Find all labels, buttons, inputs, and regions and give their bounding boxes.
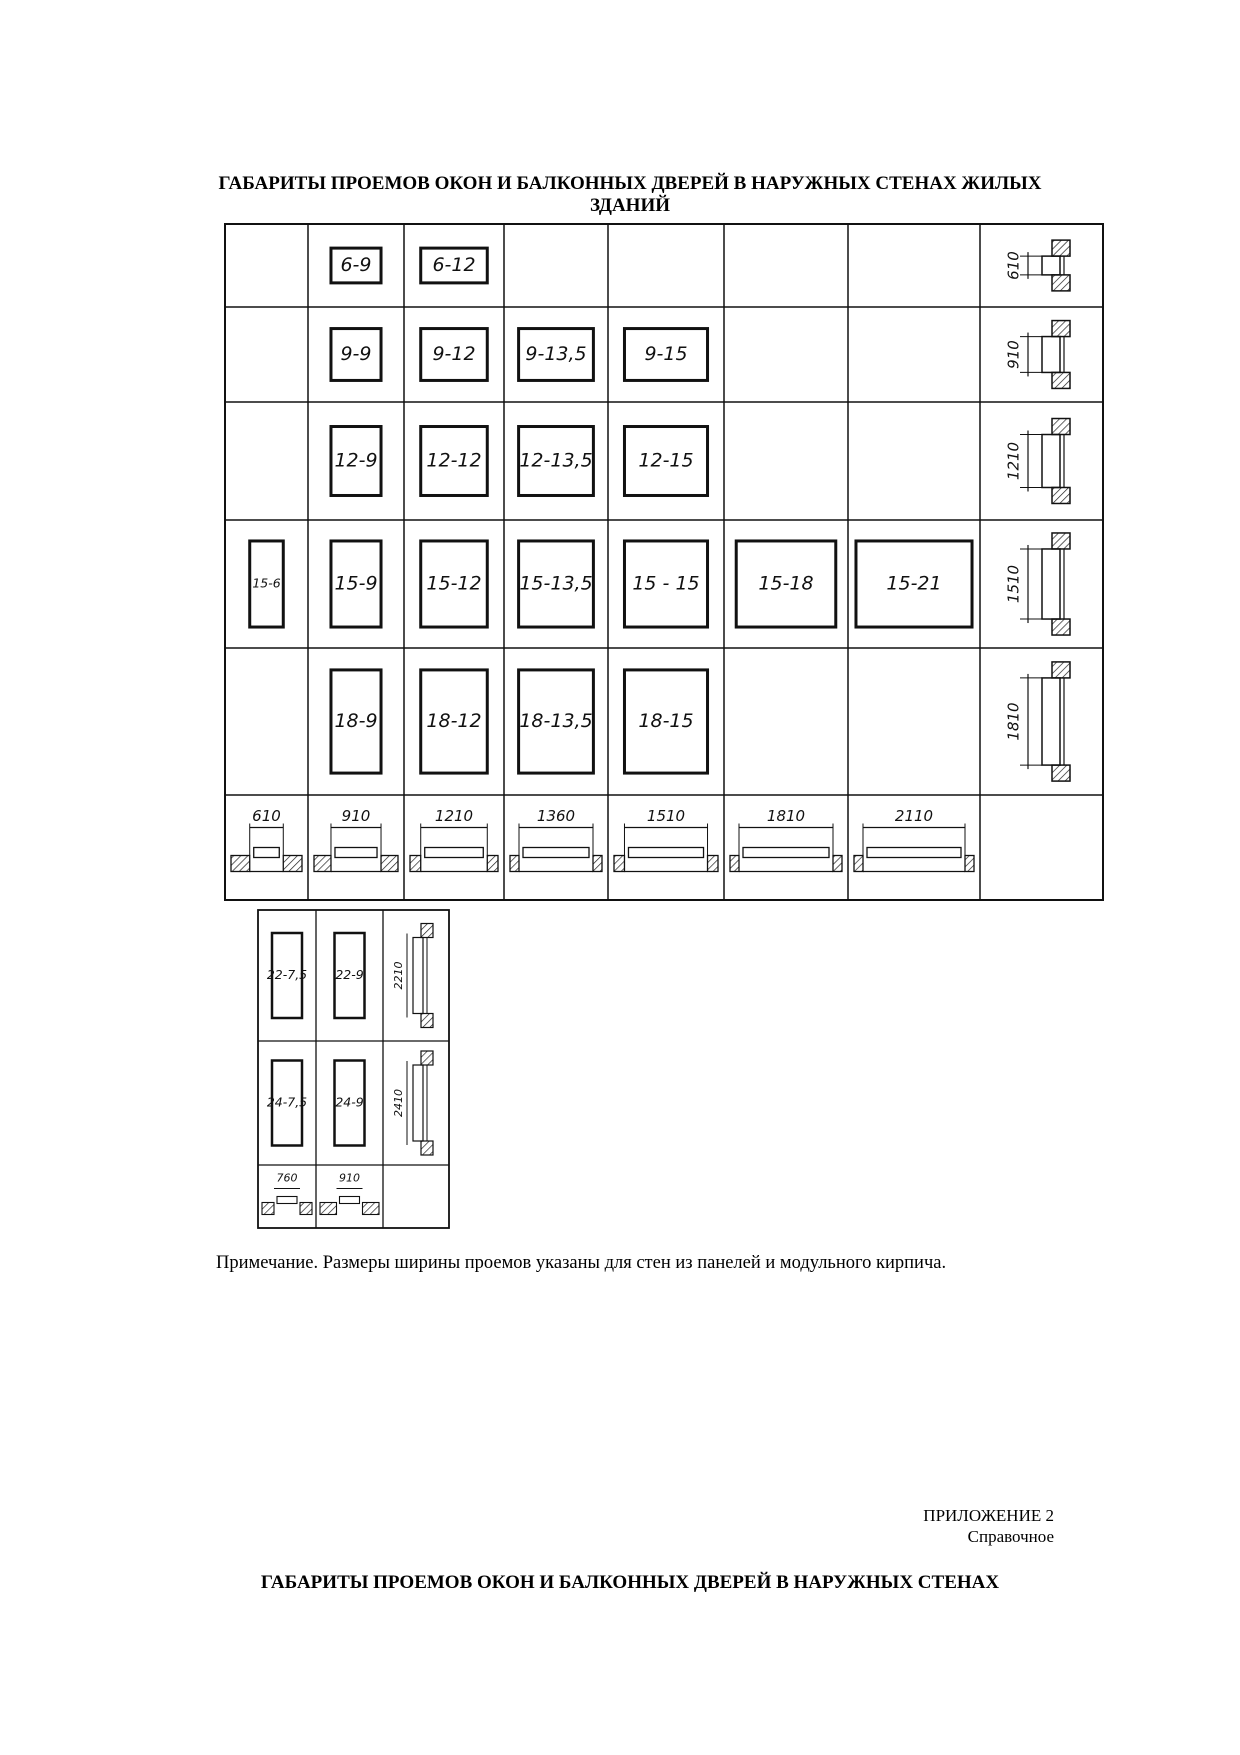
wall-hatch <box>314 856 331 872</box>
door-frame-section <box>277 1197 297 1204</box>
wall-hatch <box>1052 765 1070 781</box>
wall-hatch <box>320 1203 337 1215</box>
wall-hatch <box>614 856 624 872</box>
height-dimension-label: 1510 <box>1004 564 1023 604</box>
window-frame-section <box>1042 549 1060 619</box>
appendix-label: ПРИЛОЖЕНИЕ 2 <box>923 1506 1054 1525</box>
door-frame-section <box>340 1197 360 1204</box>
window-code-label: 12-9 <box>334 449 378 472</box>
appendix-header <box>923 1505 1054 1547</box>
wall-hatch <box>510 856 519 872</box>
wall-hatch <box>1052 240 1070 256</box>
window-code-label: 15-9 <box>334 572 378 595</box>
window-frame-section <box>867 848 961 858</box>
window-code-label: 15-18 <box>758 572 814 595</box>
window-code-label: 12-12 <box>426 449 482 472</box>
wall-hatch <box>1052 275 1070 291</box>
door-code-label: 24-7,5 <box>266 1094 308 1110</box>
wall-hatch <box>381 856 398 872</box>
width-dimension-label: 1510 <box>646 807 686 825</box>
width-dimension-label: 2110 <box>894 807 934 825</box>
width-dimension-label: 910 <box>339 1171 360 1185</box>
window-code-label: 15-6 <box>252 575 281 591</box>
window-frame-section <box>628 848 703 858</box>
wall-hatch <box>421 924 433 938</box>
door-code-label: 22-7,5 <box>266 967 308 982</box>
height-dimension-label: 1210 <box>1004 441 1023 481</box>
window-code-label: 18-13,5 <box>519 710 593 732</box>
window-code-label: 18-12 <box>426 710 482 732</box>
wall-hatch <box>300 1203 312 1215</box>
window-code-label: 9-15 <box>644 343 688 365</box>
wall-hatch <box>708 856 718 872</box>
width-dimension-label: 760 <box>276 1171 298 1185</box>
window-code-label: 18-9 <box>334 710 378 732</box>
window-code-label: 15-13,5 <box>519 572 593 595</box>
window-code-label: 12-13,5 <box>519 449 593 472</box>
appendix-type: Справочное <box>967 1527 1054 1546</box>
window-code-label: 18-15 <box>638 710 694 732</box>
windows-table <box>225 224 1103 900</box>
width-dimension-label: 1360 <box>536 807 576 825</box>
doors-table <box>258 910 449 1228</box>
wall-hatch <box>1052 419 1070 435</box>
wall-hatch <box>1052 662 1070 678</box>
wall-hatch <box>421 1014 433 1028</box>
wall-hatch <box>1052 321 1070 337</box>
window-frame-section <box>523 848 589 858</box>
window-code-label: 15-12 <box>426 572 482 595</box>
window-code-label: 6-12 <box>432 254 476 276</box>
width-dimension-label: 1810 <box>766 807 806 825</box>
height-dimension-label: 610 <box>1004 251 1023 280</box>
wall-hatch <box>1052 487 1070 503</box>
height-dimension-label: 2410 <box>392 1089 405 1117</box>
window-code-label: 9-13,5 <box>525 343 587 365</box>
door-code-label: 22-9 <box>335 967 364 982</box>
wall-hatch <box>965 856 974 872</box>
door-frame-section <box>413 1065 423 1141</box>
wall-hatch <box>262 1203 274 1215</box>
width-dimension-label: 910 <box>341 807 371 825</box>
wall-hatch <box>854 856 863 872</box>
wall-hatch <box>1052 619 1070 635</box>
height-dimension-label: 910 <box>1004 340 1023 369</box>
wall-hatch <box>231 856 250 872</box>
window-frame-section <box>1042 678 1060 765</box>
window-frame-section <box>1042 256 1060 275</box>
document-title: ГАБАРИТЫ ПРОЕМОВ ОКОН И БАЛКОННЫХ ДВЕРЕЙ В НАРУЖНЫХ СТЕНАХ ЖИЛЫХ ЗДАНИЙ <box>218 173 1042 216</box>
wall-hatch <box>421 1051 433 1065</box>
width-dimension-label: 610 <box>252 807 281 825</box>
window-code-label: 6-9 <box>340 254 372 276</box>
wall-hatch <box>363 1203 380 1215</box>
window-frame-section <box>1042 435 1060 488</box>
wall-hatch <box>730 856 739 872</box>
height-dimension-label: 1810 <box>1004 702 1023 741</box>
wall-hatch <box>410 856 421 872</box>
window-code-label: 12-15 <box>638 449 694 472</box>
height-dimension-label: 2210 <box>392 961 405 990</box>
width-dimension-label: 1210 <box>434 807 474 825</box>
window-code-label: 15-21 <box>886 572 942 595</box>
window-frame-section <box>335 848 377 858</box>
wall-hatch <box>593 856 602 872</box>
window-frame-section <box>254 848 280 858</box>
window-frame-section <box>425 848 484 858</box>
document-title-repeat: ГАБАРИТЫ ПРОЕМОВ ОКОН И БАЛКОННЫХ ДВЕРЕЙ В НАРУЖНЫХ СТЕНАХ <box>260 1572 1000 1593</box>
window-code-label: 15 - 15 <box>632 572 700 595</box>
wall-hatch <box>833 856 842 872</box>
wall-hatch <box>1052 372 1070 388</box>
wall-hatch <box>421 1141 433 1155</box>
door-frame-section <box>413 938 423 1014</box>
wall-hatch <box>283 856 302 872</box>
window-frame-section <box>743 848 829 858</box>
window-frame-section <box>1042 337 1060 373</box>
wall-hatch <box>487 856 498 872</box>
window-code-label: 9-12 <box>432 343 476 365</box>
window-code-label: 9-9 <box>340 343 372 365</box>
table-note: Примечание. Размеры ширины проемов указаны для стен из панелей и модульного кирпича. <box>216 1253 947 1273</box>
door-code-label: 24-9 <box>335 1094 364 1110</box>
wall-hatch <box>1052 533 1070 549</box>
